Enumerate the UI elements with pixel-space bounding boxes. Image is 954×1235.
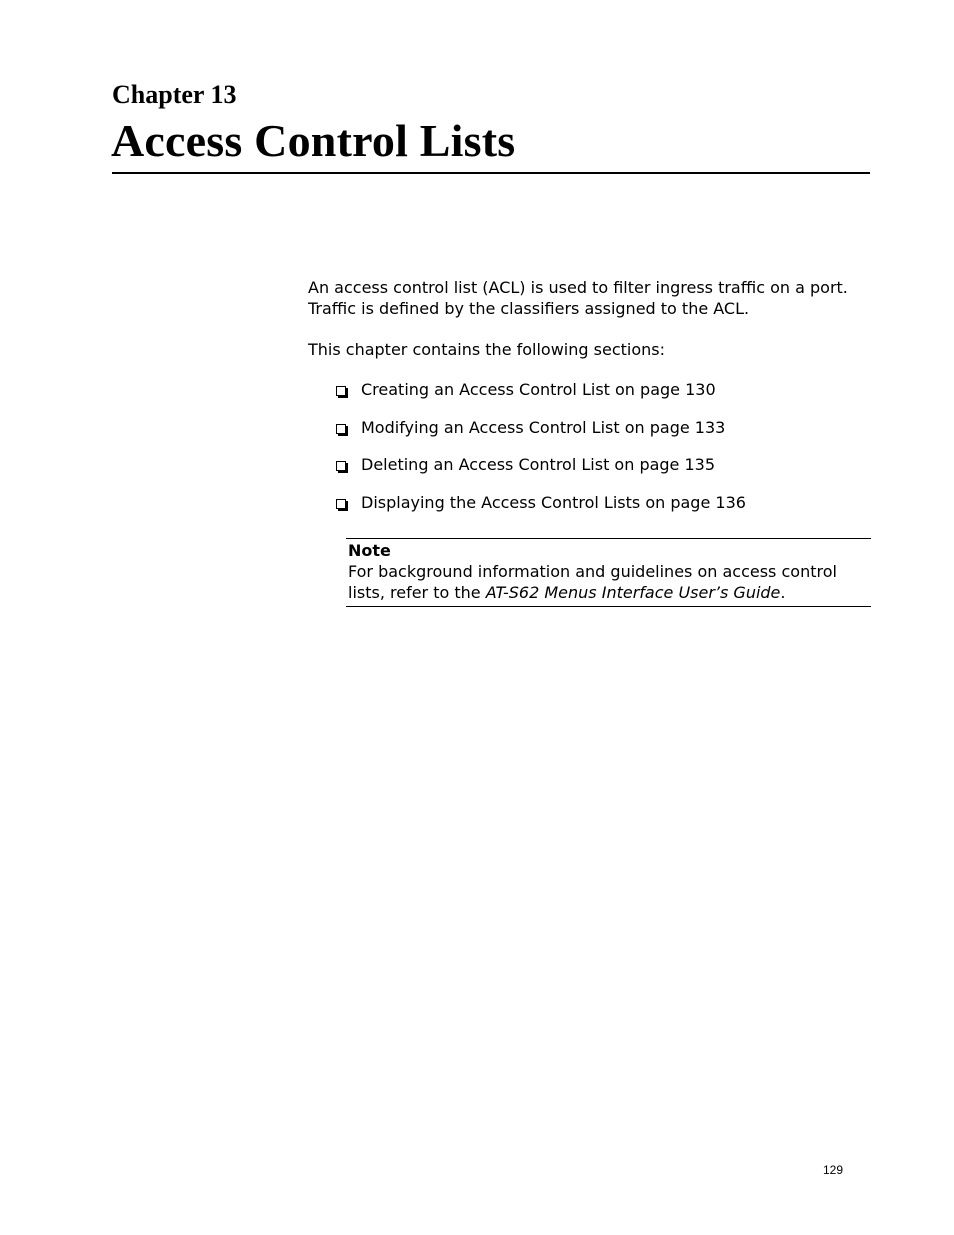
list-item	[336, 454, 746, 492]
title-divider	[112, 172, 870, 174]
note-text	[348, 561, 870, 603]
chapter-title: Access Control Lists	[111, 115, 516, 166]
intro-paragraph: An access control list (ACL) is used to filter ingress traffic on a port. Traffic is defined by the classifiers assigned to the ACL.	[308, 278, 848, 318]
note-heading: Note	[348, 541, 391, 560]
section-link-modifying[interactable]: Modifying an Access Control List on page 133	[361, 417, 726, 437]
checkbox-square-icon	[336, 461, 346, 471]
guide-title: AT-S62 Menus Interface User’s Guide	[485, 583, 781, 602]
sections-intro-paragraph: This chapter contains the following sections:	[308, 340, 665, 359]
page-number: 129	[823, 1163, 844, 1177]
checkbox-square-icon	[336, 499, 346, 509]
section-link-displaying[interactable]: Displaying the Access Control Lists on page 136	[361, 492, 746, 512]
note-bottom-rule	[346, 606, 871, 607]
note-text-before: For background information and guidelines on access control lists, refer to the	[348, 562, 837, 602]
list-item	[336, 379, 746, 417]
checkbox-square-icon	[336, 386, 346, 396]
note-top-rule	[346, 538, 871, 539]
section-link-deleting[interactable]: Deleting an Access Control List on page 135	[361, 455, 716, 475]
list-item	[336, 417, 746, 455]
section-list	[336, 379, 746, 529]
checkbox-square-icon	[336, 424, 346, 434]
list-item	[336, 492, 746, 530]
note-text-after: .	[780, 583, 786, 602]
chapter-label: Chapter 13	[112, 80, 237, 109]
section-link-creating[interactable]: Creating an Access Control List on page 130	[361, 380, 716, 399]
